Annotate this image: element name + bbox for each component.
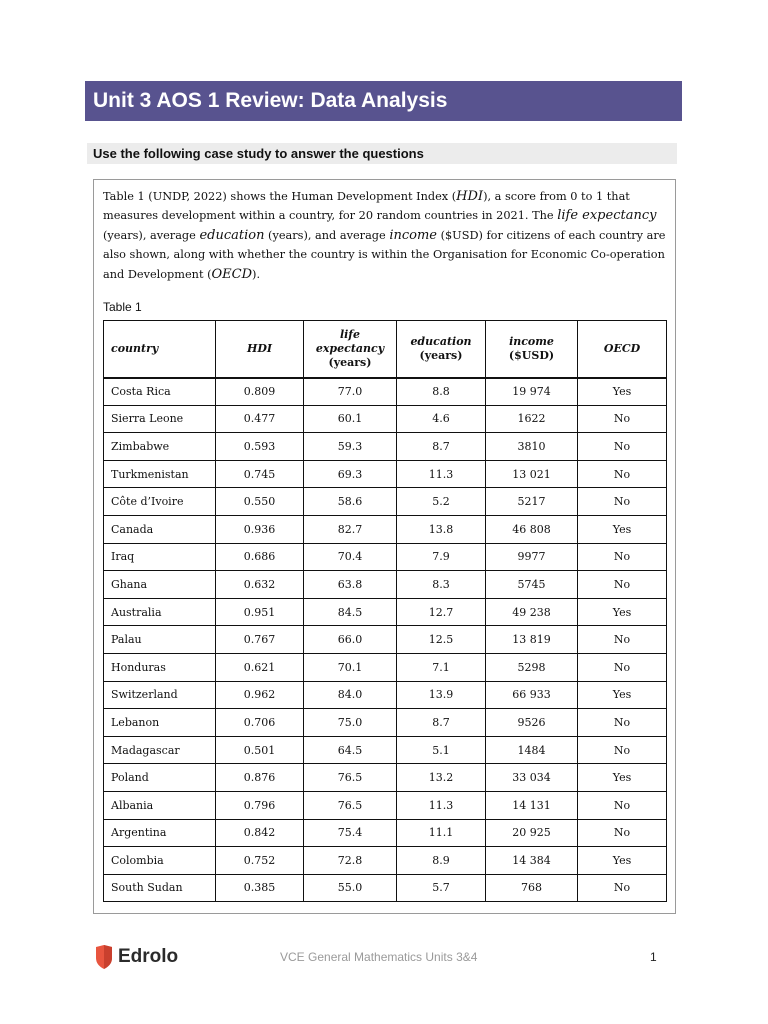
table-row xyxy=(104,571,667,599)
cell-hdi: 0.593 xyxy=(216,433,304,461)
header-oecd: OECD xyxy=(578,321,667,378)
table-row xyxy=(104,736,667,764)
footer-logo xyxy=(95,945,178,969)
cell-income: 14 384 xyxy=(486,847,578,875)
cell-edu: 11.1 xyxy=(397,819,486,847)
cell-income: 1622 xyxy=(486,405,578,433)
cell-edu: 8.3 xyxy=(397,571,486,599)
cell-hdi: 0.477 xyxy=(216,405,304,433)
cell-income: 5217 xyxy=(486,488,578,516)
cell-edu: 12.5 xyxy=(397,626,486,654)
cell-income: 9977 xyxy=(486,543,578,571)
table-row xyxy=(104,764,667,792)
intro-text-1: Table 1 (UNDP, 2022) shows the Human Development Index ( xyxy=(103,190,457,203)
instruction-bar xyxy=(87,143,677,164)
edrolo-shield-icon xyxy=(95,945,113,969)
cell-edu: 8.9 xyxy=(397,847,486,875)
cell-oecd: Yes xyxy=(578,598,667,626)
table-row xyxy=(104,405,667,433)
intro-text-3: (years), average xyxy=(103,228,200,242)
cell-hdi: 0.385 xyxy=(216,874,304,902)
table-row xyxy=(104,653,667,681)
cell-oecd: No xyxy=(578,405,667,433)
cell-country: Côte d’Ivoire xyxy=(104,488,216,516)
table-row xyxy=(104,626,667,654)
cell-life: 75.4 xyxy=(304,819,397,847)
cell-life: 64.5 xyxy=(304,736,397,764)
cell-life: 84.5 xyxy=(304,598,397,626)
table-row xyxy=(104,515,667,543)
cell-country: Poland xyxy=(104,764,216,792)
cell-edu: 7.9 xyxy=(397,543,486,571)
cell-edu: 11.3 xyxy=(397,791,486,819)
cell-life: 75.0 xyxy=(304,709,397,737)
cell-oecd: No xyxy=(578,433,667,461)
header-country: country xyxy=(104,321,216,378)
cell-oecd: No xyxy=(578,626,667,654)
page-number: 1 xyxy=(650,950,657,964)
page-title: Unit 3 AOS 1 Review: Data Analysis xyxy=(93,89,448,112)
cell-income: 5298 xyxy=(486,653,578,681)
cell-life: 69.3 xyxy=(304,460,397,488)
cell-hdi: 0.745 xyxy=(216,460,304,488)
cell-country: Iraq xyxy=(104,543,216,571)
cell-hdi: 0.951 xyxy=(216,598,304,626)
var-education: education xyxy=(199,227,265,243)
cell-income: 49 238 xyxy=(486,598,578,626)
course-name: VCE General Mathematics Units 3&4 xyxy=(280,950,478,964)
cell-income: 3810 xyxy=(486,433,578,461)
cell-life: 84.0 xyxy=(304,681,397,709)
cell-country: Switzerland xyxy=(104,681,216,709)
cell-country: Colombia xyxy=(104,847,216,875)
cell-oecd: No xyxy=(578,653,667,681)
brand-name: Edrolo xyxy=(118,946,179,967)
cell-income: 33 034 xyxy=(486,764,578,792)
cell-income: 66 933 xyxy=(486,681,578,709)
cell-income: 768 xyxy=(486,874,578,902)
cell-edu: 5.1 xyxy=(397,736,486,764)
cell-life: 58.6 xyxy=(304,488,397,516)
page-title-bar xyxy=(85,81,682,121)
cell-hdi: 0.962 xyxy=(216,681,304,709)
cell-life: 60.1 xyxy=(304,405,397,433)
table-row xyxy=(104,681,667,709)
cell-country: Zimbabwe xyxy=(104,433,216,461)
cell-country: Australia xyxy=(104,598,216,626)
var-life-expectancy: life expectancy xyxy=(557,208,657,224)
cell-country: Turkmenistan xyxy=(104,460,216,488)
table-row xyxy=(104,598,667,626)
var-income: income xyxy=(389,227,437,243)
cell-hdi: 0.706 xyxy=(216,709,304,737)
cell-country: Palau xyxy=(104,626,216,654)
header-education: education (years) xyxy=(397,321,486,378)
cell-country: Costa Rica xyxy=(104,378,216,406)
cell-life: 55.0 xyxy=(304,874,397,902)
cell-hdi: 0.876 xyxy=(216,764,304,792)
cell-country: Albania xyxy=(104,791,216,819)
intro-text-5: ($USD) for citizens of each country are also shown, along with whether the country is within the Organisation for Economic Co-operation and Development ( xyxy=(103,228,666,281)
cell-hdi: 0.686 xyxy=(216,543,304,571)
table-row xyxy=(104,847,667,875)
cell-hdi: 0.936 xyxy=(216,515,304,543)
cell-life: 63.8 xyxy=(304,571,397,599)
header-income: income ($USD) xyxy=(486,321,578,378)
cell-oecd: No xyxy=(578,460,667,488)
cell-country: South Sudan xyxy=(104,874,216,902)
cell-oecd: No xyxy=(578,571,667,599)
header-life-expectancy: life expectancy (years) xyxy=(304,321,397,378)
cell-hdi: 0.621 xyxy=(216,653,304,681)
cell-oecd: No xyxy=(578,791,667,819)
cell-life: 72.8 xyxy=(304,847,397,875)
cell-oecd: No xyxy=(578,709,667,737)
cell-edu: 11.3 xyxy=(397,460,486,488)
table-row xyxy=(104,378,667,406)
table-row xyxy=(104,433,667,461)
cell-life: 59.3 xyxy=(304,433,397,461)
cell-edu: 13.2 xyxy=(397,764,486,792)
cell-country: Lebanon xyxy=(104,709,216,737)
cell-oecd: Yes xyxy=(578,847,667,875)
cell-hdi: 0.796 xyxy=(216,791,304,819)
cell-life: 77.0 xyxy=(304,378,397,406)
cell-edu: 12.7 xyxy=(397,598,486,626)
cell-income: 46 808 xyxy=(486,515,578,543)
cell-oecd: No xyxy=(578,819,667,847)
cell-life: 82.7 xyxy=(304,515,397,543)
intro-text-2: ), a score from 0 to 1 that measures development within a country, for 20 random countries in 2021. The xyxy=(103,190,630,223)
data-table xyxy=(103,320,667,902)
cell-country: Honduras xyxy=(104,653,216,681)
cell-oecd: Yes xyxy=(578,681,667,709)
cell-hdi: 0.752 xyxy=(216,847,304,875)
cell-oecd: No xyxy=(578,488,667,516)
header-hdi: HDI xyxy=(216,321,304,378)
cell-country: Sierra Leone xyxy=(104,405,216,433)
intro-text-4: (years), and average xyxy=(264,228,390,242)
cell-edu: 8.7 xyxy=(397,433,486,461)
cell-hdi: 0.632 xyxy=(216,571,304,599)
cell-edu: 5.2 xyxy=(397,488,486,516)
intro-text-6: ). xyxy=(252,267,261,281)
cell-income: 9526 xyxy=(486,709,578,737)
cell-hdi: 0.501 xyxy=(216,736,304,764)
cell-country: Canada xyxy=(104,515,216,543)
cell-income: 5745 xyxy=(486,571,578,599)
cell-country: Madagascar xyxy=(104,736,216,764)
cell-edu: 13.9 xyxy=(397,681,486,709)
table-row xyxy=(104,819,667,847)
cell-oecd: No xyxy=(578,874,667,902)
cell-life: 76.5 xyxy=(304,764,397,792)
table-body xyxy=(104,378,667,902)
cell-oecd: Yes xyxy=(578,378,667,406)
table-caption: Table 1 xyxy=(103,300,142,314)
cell-life: 70.4 xyxy=(304,543,397,571)
cell-hdi: 0.809 xyxy=(216,378,304,406)
cell-edu: 13.8 xyxy=(397,515,486,543)
cell-edu: 8.7 xyxy=(397,709,486,737)
cell-edu: 8.8 xyxy=(397,378,486,406)
cell-hdi: 0.842 xyxy=(216,819,304,847)
table-row xyxy=(104,543,667,571)
cell-hdi: 0.767 xyxy=(216,626,304,654)
table-row xyxy=(104,874,667,902)
cell-oecd: No xyxy=(578,736,667,764)
intro-paragraph xyxy=(103,187,668,284)
cell-income: 19 974 xyxy=(486,378,578,406)
var-hdi: HDI xyxy=(456,189,484,204)
cell-edu: 5.7 xyxy=(397,874,486,902)
cell-income: 13 021 xyxy=(486,460,578,488)
cell-income: 14 131 xyxy=(486,791,578,819)
cell-oecd: Yes xyxy=(578,764,667,792)
cell-edu: 4.6 xyxy=(397,405,486,433)
table-row xyxy=(104,460,667,488)
table-row xyxy=(104,791,667,819)
table-header-row xyxy=(104,321,667,378)
instruction-text: Use the following case study to answer the questions xyxy=(93,146,424,161)
cell-income: 20 925 xyxy=(486,819,578,847)
cell-life: 70.1 xyxy=(304,653,397,681)
cell-income: 1484 xyxy=(486,736,578,764)
table-row xyxy=(104,488,667,516)
var-oecd: OECD xyxy=(211,266,253,282)
cell-hdi: 0.550 xyxy=(216,488,304,516)
table-row xyxy=(104,709,667,737)
cell-oecd: No xyxy=(578,543,667,571)
cell-life: 76.5 xyxy=(304,791,397,819)
cell-edu: 7.1 xyxy=(397,653,486,681)
cell-income: 13 819 xyxy=(486,626,578,654)
cell-oecd: Yes xyxy=(578,515,667,543)
cell-country: Argentina xyxy=(104,819,216,847)
cell-country: Ghana xyxy=(104,571,216,599)
cell-life: 66.0 xyxy=(304,626,397,654)
